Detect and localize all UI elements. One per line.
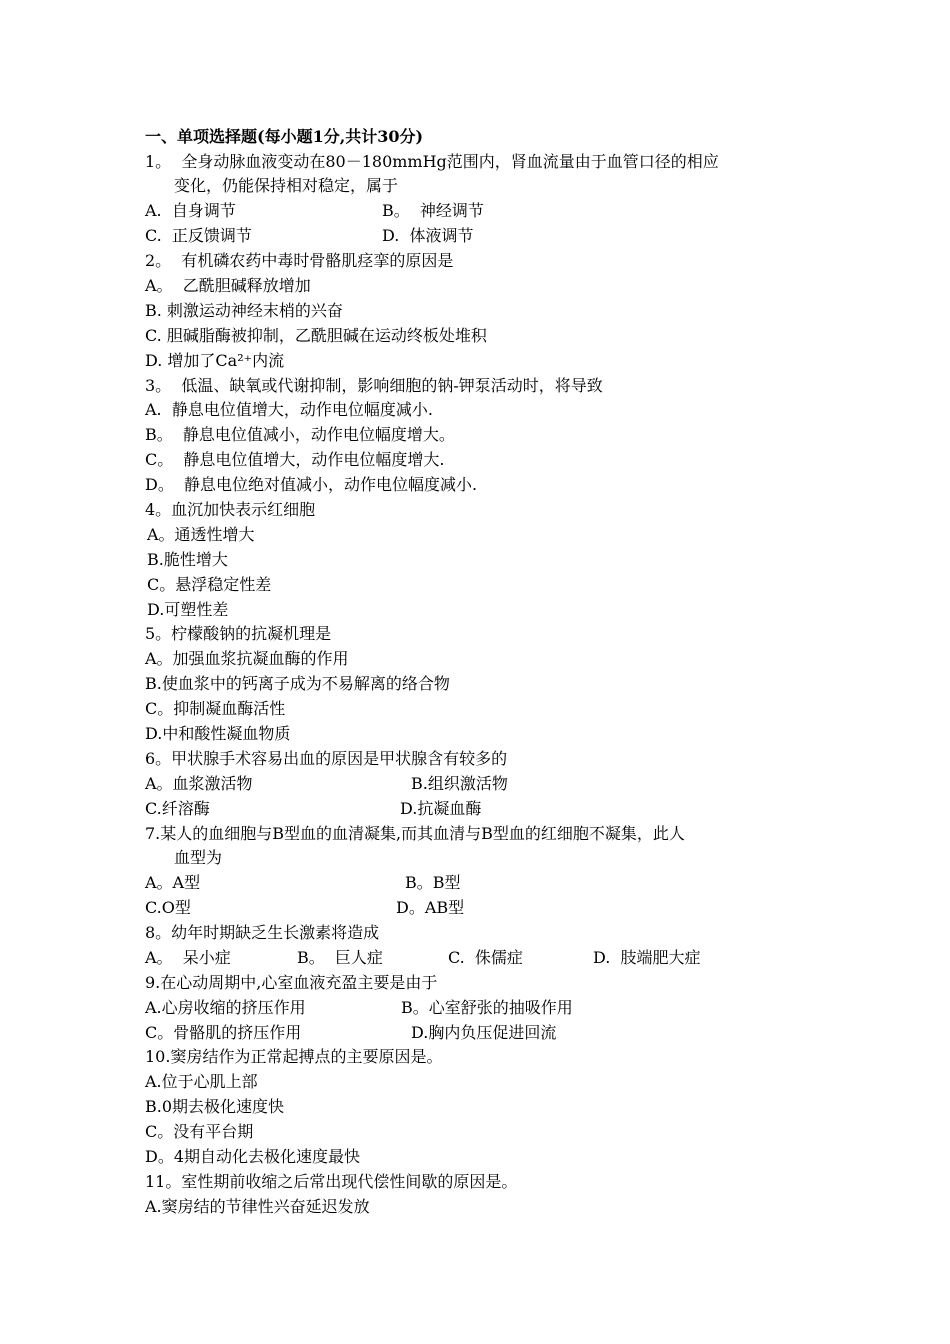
text-line: B。心室舒张的抽吸作用 — [401, 998, 573, 1017]
text-line: D。 静息电位绝对值减小，动作电位幅度减小. — [145, 475, 478, 494]
text-line: D.抗凝血酶 — [400, 799, 482, 818]
text-line: B.组织激活物 — [411, 774, 508, 793]
text-line: C。悬浮稳定性差 — [147, 575, 272, 594]
text-line: C. 胆碱脂酶被抑制，乙酰胆碱在运动终板处堆积 — [145, 326, 487, 345]
text-line: D。4期自动化去极化速度最快 — [145, 1147, 361, 1166]
text-line: 5。柠檬酸钠的抗凝机理是 — [145, 624, 332, 643]
text-line: D. 增加了Ca²⁺内流 — [145, 351, 285, 370]
text-line: 4。血沉加快表示红细胞 — [145, 500, 316, 519]
text-line: C。骨骼肌的挤压作用 — [145, 1023, 302, 1042]
text-line: B。B型 — [405, 873, 461, 892]
text-line: 11。室性期前收缩之后常出现代偿性间歇的原因是。 — [145, 1172, 518, 1191]
text-line: 血型为 — [174, 848, 223, 867]
text-line: 6。甲状腺手术容易出血的原因是甲状腺含有较多的 — [145, 749, 508, 768]
text-line: C。抑制凝血酶活性 — [145, 699, 286, 718]
text-line: A.心房收缩的挤压作用 — [145, 998, 306, 1017]
text-line: B.脆性增大 — [147, 550, 228, 569]
text-line: C.纤溶酶 — [145, 799, 210, 818]
text-line: D.可塑性差 — [147, 600, 229, 619]
text-line: D.中和酸性凝血物质 — [145, 724, 291, 743]
text-line: C.O型 — [145, 898, 191, 917]
text-line: B。 神经调节 — [382, 201, 484, 220]
text-line: A。加强血浆抗凝血酶的作用 — [145, 649, 349, 668]
text-line: D. 体液调节 — [382, 226, 474, 245]
section-title: 一、单项选择题(每小题1分,共计30分) — [145, 127, 424, 146]
text-line: D。AB型 — [396, 898, 465, 917]
text-line: A。 呆小症 — [145, 948, 231, 967]
text-line: 1。 全身动脉血液变动在80－180mmHg范围内，肾血流量由于血管口径的相应 — [145, 152, 719, 171]
text-line: C. 侏儒症 — [448, 948, 523, 967]
text-line: D.胸内负压促进回流 — [411, 1023, 557, 1042]
text-line: A。血浆激活物 — [145, 774, 253, 793]
text-line: A。 乙酰胆碱释放增加 — [145, 276, 311, 295]
text-line: C。没有平台期 — [145, 1122, 254, 1141]
text-line: A.窦房结的节律性兴奋延迟发放 — [145, 1197, 370, 1216]
text-line: A.位于心肌上部 — [145, 1072, 258, 1091]
text-line: B.使血浆中的钙离子成为不易解离的络合物 — [145, 674, 450, 693]
text-line: B。 静息电位值减小，动作电位幅度增大。 — [145, 425, 455, 444]
text-line: A. 自身调节 — [145, 201, 236, 220]
text-line: D. 肢端肥大症 — [593, 948, 701, 967]
text-line: 2。 有机磷农药中毒时骨骼肌痉挛的原因是 — [145, 251, 454, 270]
text-line: C。 静息电位值增大，动作电位幅度增大. — [145, 450, 445, 469]
text-line: 变化，仍能保持相对稳定，属于 — [174, 176, 399, 195]
text-line: A. 静息电位值增大，动作电位幅度减小. — [145, 400, 433, 419]
text-line: B. 刺激运动神经末梢的兴奋 — [145, 301, 343, 320]
text-line: B.0期去极化速度快 — [145, 1097, 285, 1116]
text-line: B。 巨人症 — [297, 948, 383, 967]
text-line: 3。 低温、缺氧或代谢抑制，影响细胞的钠-钾泵活动时，将导致 — [145, 376, 603, 395]
text-line: 9.在心动周期中,心室血液充盈主要是由于 — [145, 973, 438, 992]
text-line: 7.某人的血细胞与B型血的血清凝集,而其血清与B型血的红细胞不凝集，此人 — [145, 824, 685, 843]
text-line: C. 正反馈调节 — [145, 226, 252, 245]
text-line: 8。幼年时期缺乏生长激素将造成 — [145, 923, 380, 942]
text-line: A。通透性增大 — [147, 525, 255, 544]
text-line: 10.窦房结作为正常起搏点的主要原因是。 — [145, 1047, 443, 1066]
text-line: A。A型 — [145, 873, 201, 892]
